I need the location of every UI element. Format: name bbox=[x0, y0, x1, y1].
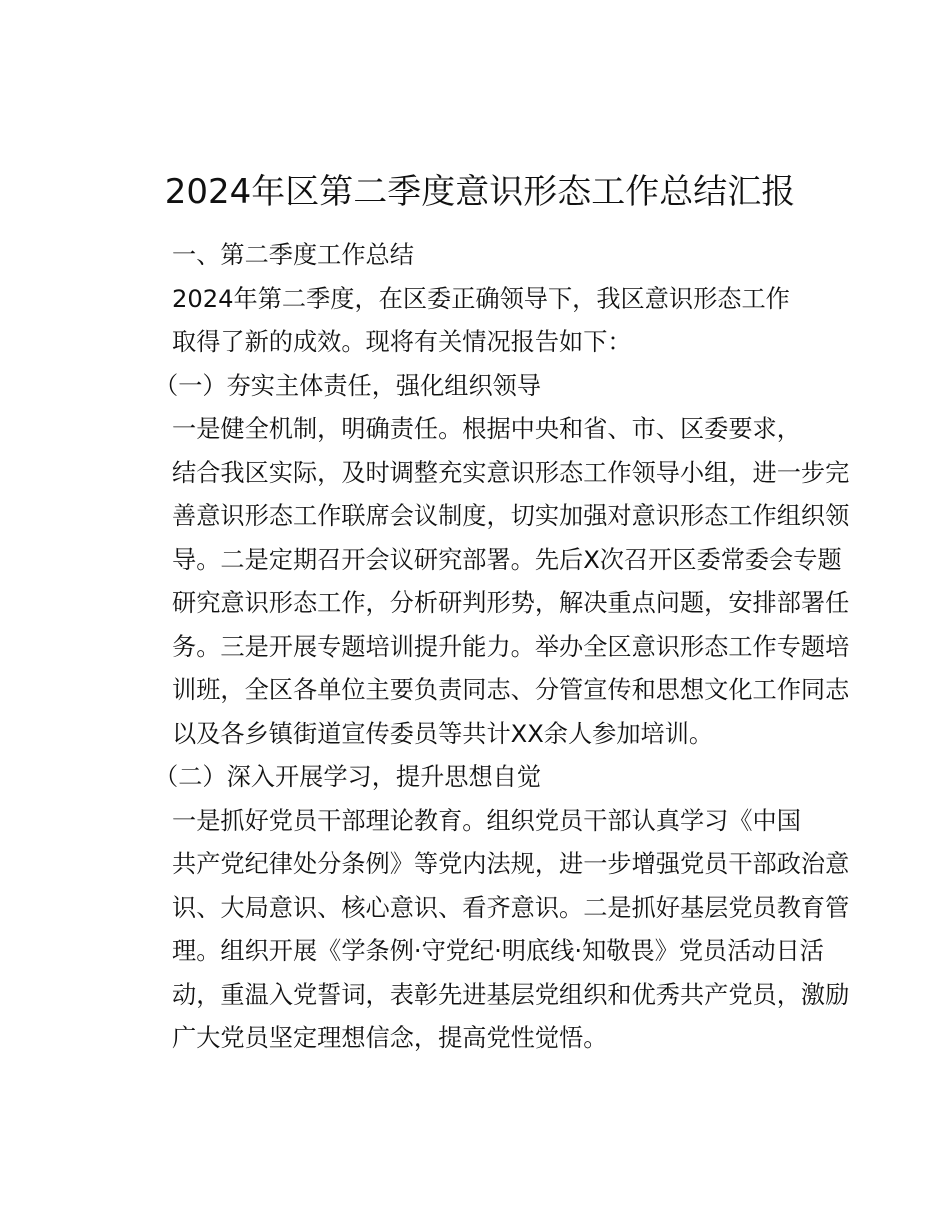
text-line: 广大党员坚定理想信念，提高党性觉悟。 bbox=[172, 1024, 608, 1052]
text-line: （二）深入开展学习，提升思想自觉 bbox=[154, 763, 542, 791]
text-line: 一是健全机制，明确责任。根据中央和省、市、区委要求， bbox=[172, 415, 801, 443]
subsection-heading bbox=[123, 365, 828, 409]
text-line: 理。组织开展《学条例·守党纪·明底线·知敬畏》党员活动日活 bbox=[172, 937, 824, 965]
text-line: 训班，全区各单位主要负责同志、分管宣传和思想文化工作同志 bbox=[172, 676, 850, 704]
document-title: 2024年区第二季度意识形态工作总结汇报 bbox=[164, 172, 796, 212]
text-line: 善意识形态工作联席会议制度，切实加强对意识形态工作组织领 bbox=[172, 502, 850, 530]
text-line: 研究意识形态工作，分析研判形势，解决重点问题，安排部署任 bbox=[172, 589, 850, 617]
text-line: 结合我区实际，及时调整充实意识形态工作领导小组，进一步完 bbox=[172, 458, 850, 487]
text-line: 取得了新的成效。现将有关情况报告如下： bbox=[172, 328, 632, 356]
section-heading bbox=[123, 234, 828, 278]
text-line: 识、大局意识、核心意识、看齐意识。二是抓好基层党员教育管 bbox=[172, 893, 850, 922]
text-line: 一是抓好党员干部理论教育。组织党员干部认真学习《中国 bbox=[172, 806, 801, 835]
text-line: 2024年第二季度，在区委正确领导下，我区意识形态工作 bbox=[172, 284, 790, 313]
text-line: （一）夯实主体责任，强化组织领导 bbox=[154, 371, 542, 400]
text-line: 共产党纪律处分条例》等党内法规，进一步增强党员干部政治意 bbox=[172, 850, 850, 878]
body-paragraph bbox=[123, 278, 828, 365]
text-line: 一、第二季度工作总结 bbox=[172, 241, 414, 269]
text-line: 导。二是定期召开会议研究部署。先后X次召开区委常委会专题 bbox=[172, 545, 842, 574]
text-line: 务。三是开展专题培训提升能力。举办全区意识形态工作专题培 bbox=[172, 632, 850, 661]
subsection-heading bbox=[123, 756, 828, 800]
text-line: 动，重温入党誓词，表彰先进基层党组织和优秀共产党员，激励 bbox=[172, 980, 850, 1009]
body-paragraph bbox=[123, 408, 850, 756]
body-paragraph bbox=[123, 800, 850, 1061]
text-line: 以及各乡镇街道宣传委员等共计XX余人参加培训。 bbox=[172, 719, 714, 748]
document-body bbox=[123, 234, 850, 1061]
